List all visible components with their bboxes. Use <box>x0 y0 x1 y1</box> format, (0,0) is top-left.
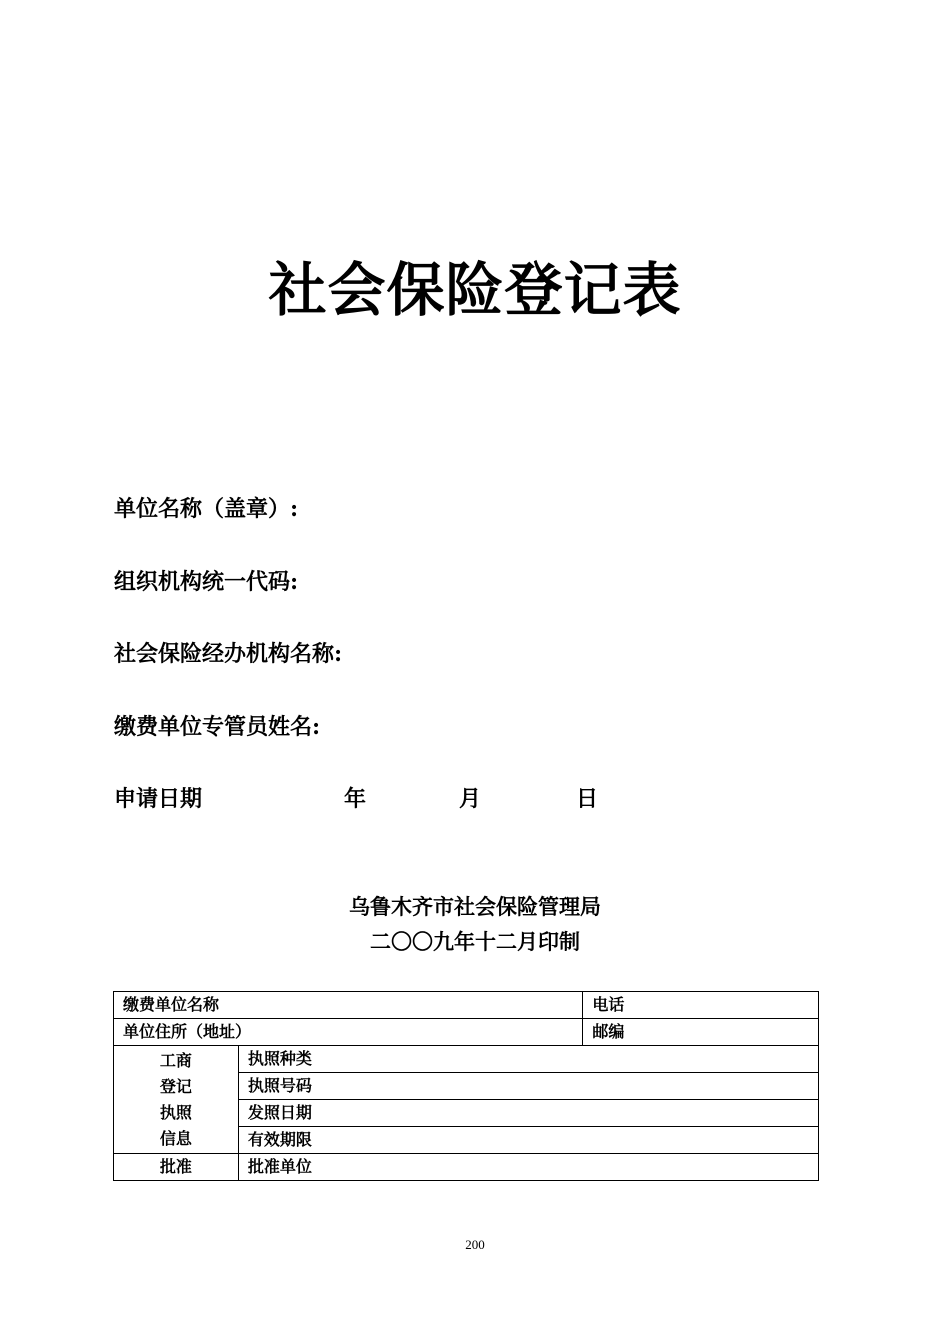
business-reg-line: 工商 <box>159 1050 192 1070</box>
agency-name-label: 社会保险经办机构名称: <box>114 641 343 667</box>
approval-cell: 批准 <box>114 1154 239 1181</box>
license-type-cell: 执照种类 <box>238 1046 818 1073</box>
unit-name-label: 单位名称（盖章）: <box>114 496 299 522</box>
license-number-cell: 执照号码 <box>238 1073 818 1100</box>
officer-name-label: 缴费单位专管员姓名: <box>114 714 321 740</box>
payer-unit-name-cell: 缴费单位名称 <box>114 992 583 1019</box>
table-row <box>114 992 819 1019</box>
date-year-label: 年 <box>344 786 367 812</box>
table-row <box>114 1154 819 1181</box>
print-date: 二〇〇九年十二月印制 <box>370 929 580 954</box>
table-row <box>114 1046 819 1073</box>
phone-cell: 电话 <box>583 992 819 1019</box>
table-row <box>114 1019 819 1046</box>
application-date-row <box>114 782 714 812</box>
page-number: 200 <box>465 1237 485 1252</box>
application-date-label: 申请日期 <box>114 786 203 812</box>
postcode-cell: 邮编 <box>583 1019 819 1046</box>
registration-table <box>113 991 819 1181</box>
document-title: 社会保险登记表 <box>268 256 682 324</box>
issuing-bureau: 乌鲁木齐市社会保险管理局 <box>349 894 601 919</box>
approval-unit-cell: 批准单位 <box>238 1154 818 1181</box>
issue-date-cell: 发照日期 <box>238 1100 818 1127</box>
business-reg-line: 登记 <box>159 1076 192 1096</box>
unit-address-cell: 单位住所（地址） <box>114 1019 583 1046</box>
business-registration-cell <box>114 1046 239 1154</box>
org-code-label: 组织机构统一代码: <box>114 569 299 595</box>
date-day-label: 日 <box>576 786 599 812</box>
business-reg-line: 信息 <box>159 1128 192 1148</box>
business-reg-line: 执照 <box>159 1102 192 1122</box>
valid-period-cell: 有效期限 <box>238 1127 818 1154</box>
date-month-label: 月 <box>459 786 482 812</box>
